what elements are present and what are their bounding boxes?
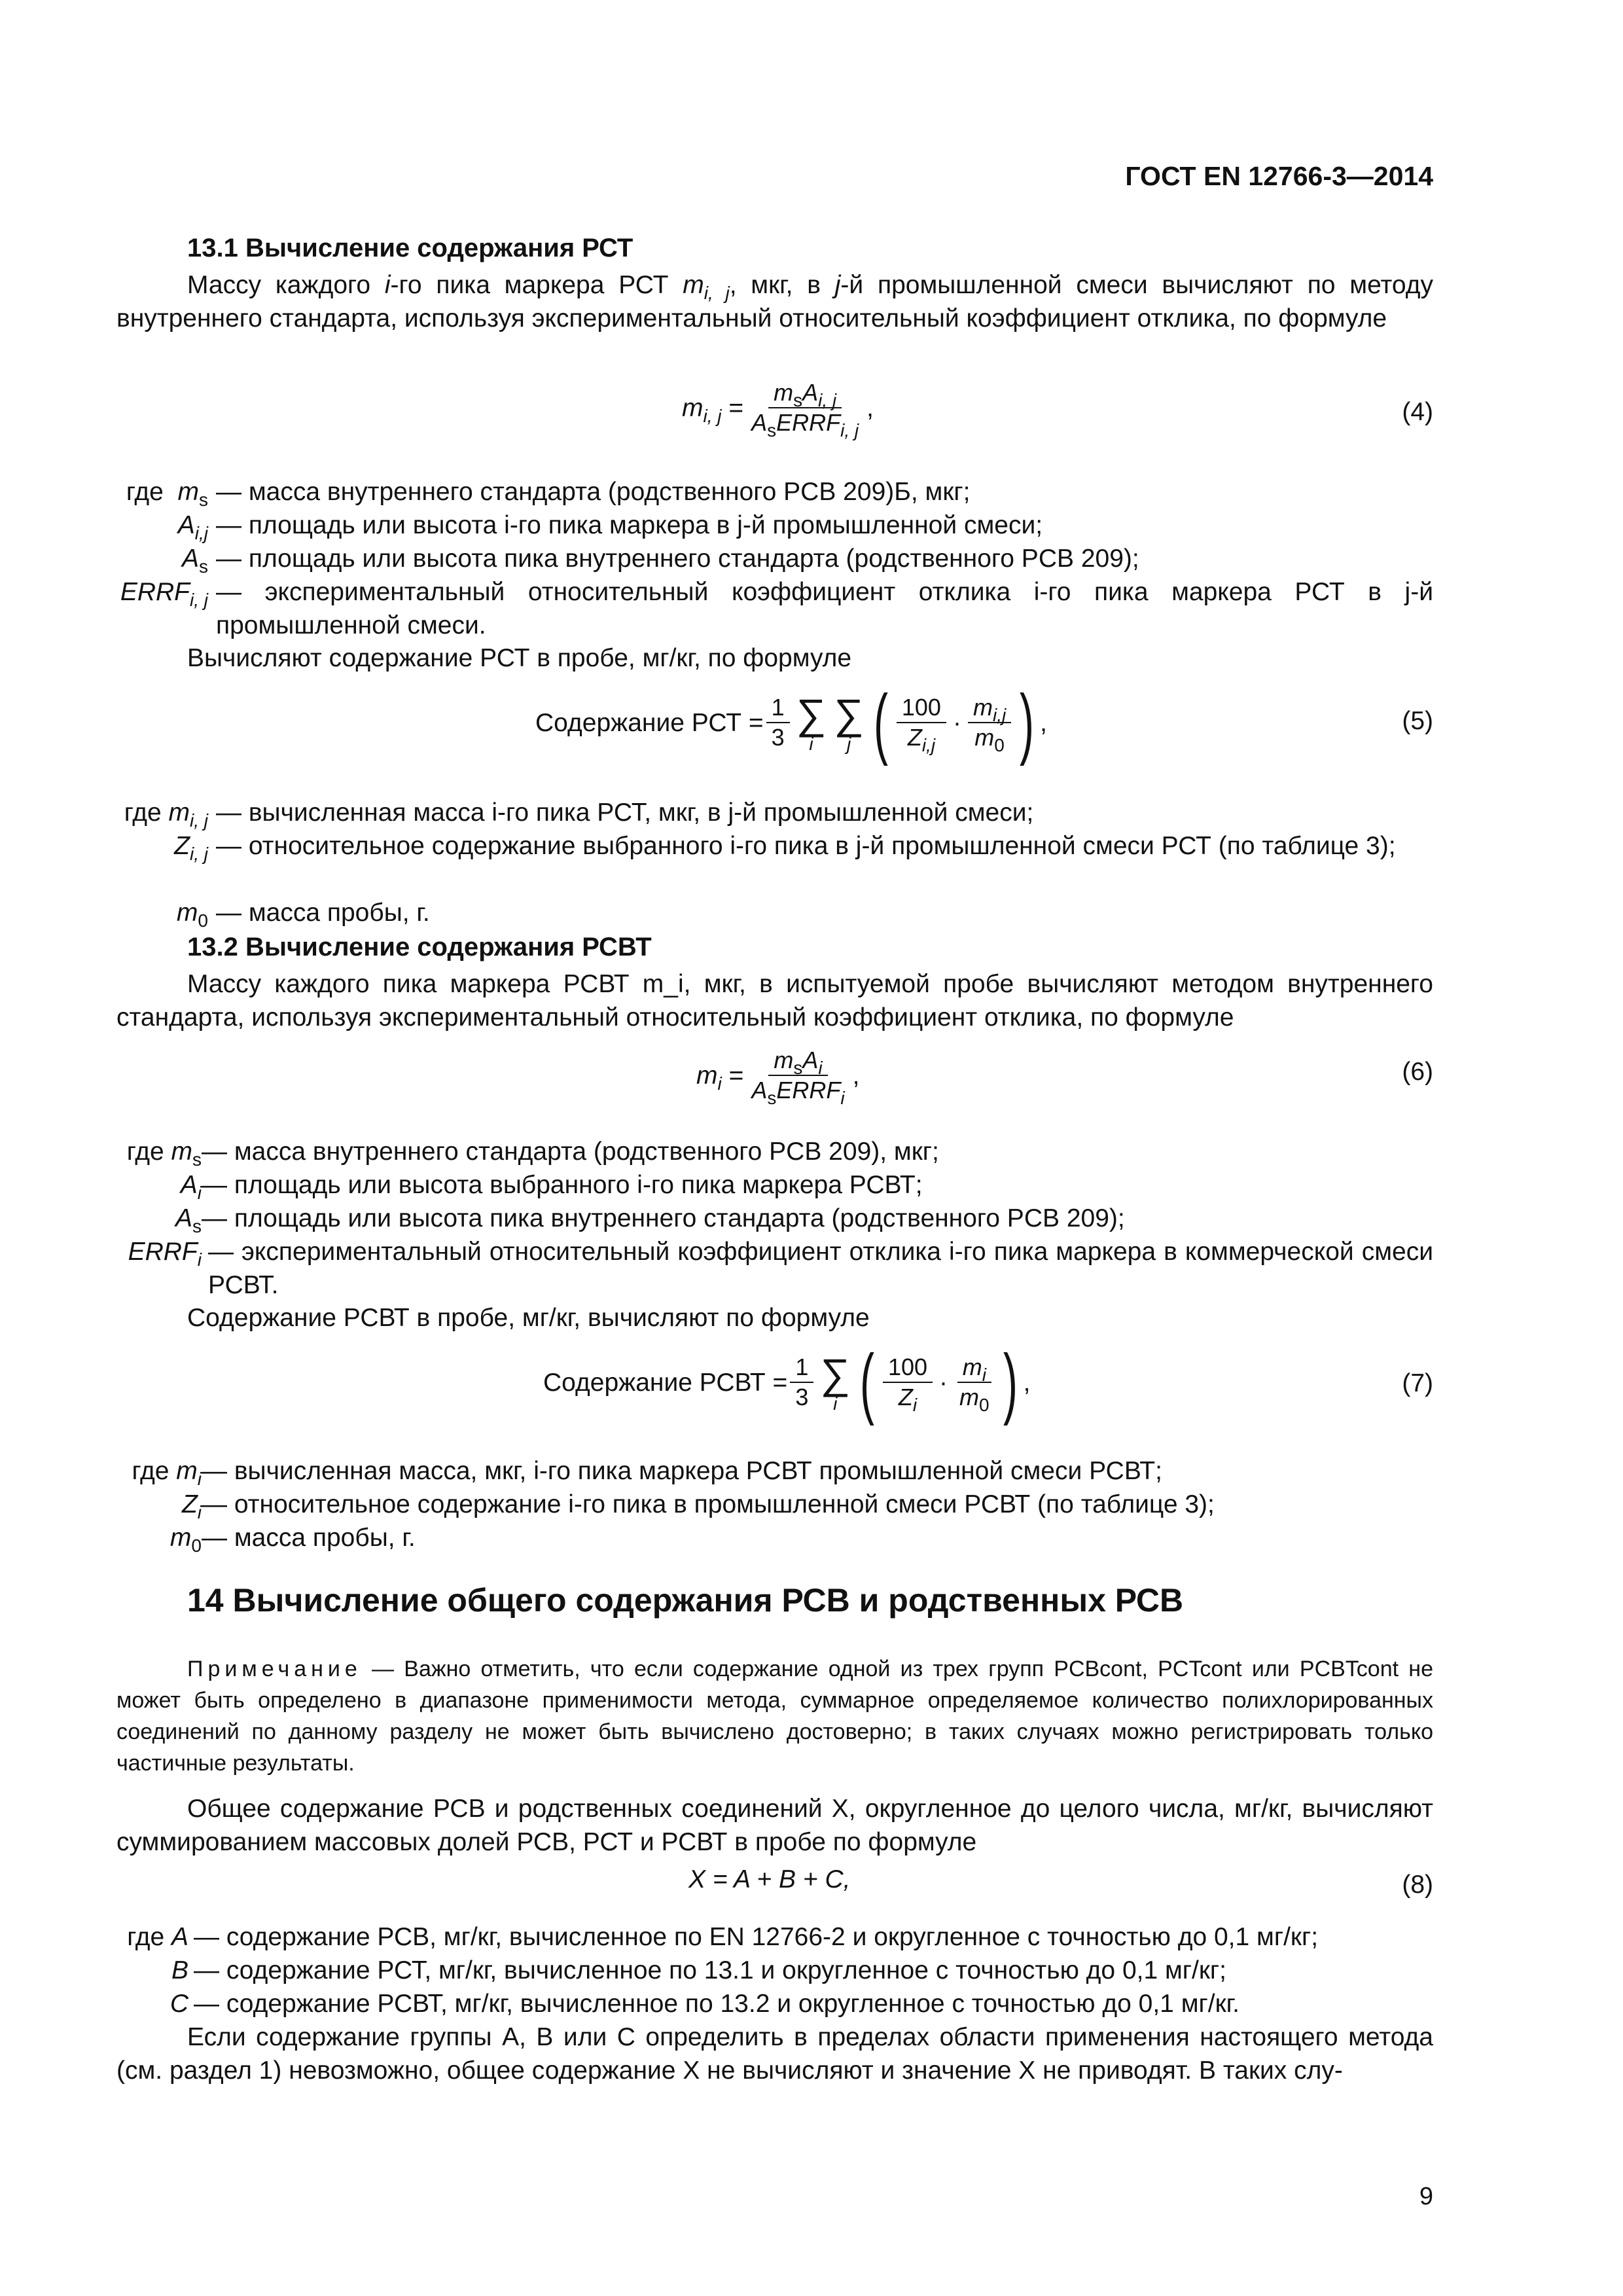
section-14-note: Примечание — Важно отметить, что если содержание одной из трех групп PCBcont, PCTcont или PCBTcont не может быть определено в диапазоне применимости метода, суммарное определяемое количество полихлорированных соединений по данному разделу не может быть вычислено достоверно; в таких случаях можно регистрировать только частичные результаты. xyxy=(116,1657,1433,1776)
section-13-2-calc-line: Содержание РСВТ в пробе, мг/кг, вычисляют по формуле xyxy=(187,1304,870,1332)
equation-8: X = A + B + C, xyxy=(688,1865,851,1893)
equation-7-number: (7) xyxy=(1402,1369,1433,1397)
section-14-paragraph-1: Общее содержание РСВ и родственных соединений X, округленное до целого числа, мг/кг, вычисляют суммированием массовых долей РСВ, РСТ и РСВТ в пробе по формуле xyxy=(116,1795,1433,1856)
section-14-paragraph-2: Если содержание группы A, B или C определить в пределах области применения настоящего метода (см. раздел 1) невозможно, общее содержание X не вычисляют и значение X не приводят. В таких слу- xyxy=(116,2023,1433,2085)
section-13-1-intro: Массу каждого i-го пика маркера РСТ $m_{i, j}$, мкг, в j-й промышленной смеси вычисляют по методу внутреннего стандарта, используя экспериментальный относительный коэффициент отклика, по формуле xyxy=(116,271,1433,332)
section-14-title: 14 Вычисление общего содержания РСВ и родственных РСВ xyxy=(187,1582,1184,1619)
equation-6-number: (6) xyxy=(1402,1058,1433,1086)
note-label: Примечание xyxy=(187,1657,362,1681)
equation-4: $m_{i, j}$ = $\frac{m_sA_{i, j}}{A_sERRF_{i, j}}$ , xyxy=(682,379,874,440)
equation-5: Содержание РСТ = $\frac{1}{3}$ ∑ i ∑ j ( $\frac{100}{Z_{i,j}}$ · $\frac{m_{i,j}}{m_0}$ ) , xyxy=(535,679,1048,766)
equation-5-number: (5) xyxy=(1402,707,1433,735)
standard-header: ГОСТ EN 12766-3—2014 xyxy=(1125,161,1433,191)
equation-4-number: (4) xyxy=(1402,398,1433,426)
section-13-2-intro: Массу каждого пика маркера РСВТ m_i, мкг, в испытуемой пробе вычисляют методом внутреннего стандарта, используя экспериментальный относительный коэффициент отклика, по формуле xyxy=(116,970,1433,1031)
document-page: ГОСТ EN 12766-3—2014 13.1 Вычисление содержания РСТ Массу каждого i-го пика маркера РСТ $m_{i, j}$, мкг, в j-й промышленной смеси вычисляют по методу внутреннего стандарта, используя экспериментальный относительный коэффициент отклика, по формуле $m_{i, j}$ = $\frac{m_sA_{i, j}}{A_sERRF_{i, j}}$ , (4) где $m_s$ — масса внутреннего стандарта (родственного PCB 209)Б, мкг; $A_{i,j}$ — площадь или высота i-го пика маркера в j-й промышленной смеси; $A_s$ — площадь или высота пика внутреннего стандарта (родственного PCB 209); $ERRF_{i, j}$ — экспериментальный относительный коэффициент отклика i-го пика маркера РСТ в j-й промышленной смеси. Вычисляют содержание РСТ в пробе, мг/кг, по формуле Содержание РСТ = $\frac{1}{3}$ ∑ i ∑ j ( $\frac{100}{Z_{i,j}}$ · $\frac{m_{i,j}}{m_0}$ ) , (5) где $m_{i, j}$ — вычисленная масса i-го пика РСТ, мкг, в j-й промышленной смеси; $Z_{i, j}$ — относительное содержание выбранного i-го пика в j-й промышленной смеси РСТ (по таблице 3); $m_0$ — масса пробы, г. 13.2 Вычисление содержания РСВТ Массу каждого пика маркера РСВТ m_i, мкг, в испытуемой пробе вычисляют методом внутреннего стандарта, используя экспериментальный относительный коэффициент отклика, по формуле $m_i$ = $\frac{m_sA_i}{A_sERRF_i}$ , (6) где $m_s$ — масса внутреннего стандарта (родственного PCB 209), мкг; $A_i$ — площадь или высота выбранного i-го пика маркера РСВТ; $A_s$ — площадь или высота пика внутреннего стандарта (родственного PCB 209); $ERRF_i$ — экспериментальный относительный коэффициент отклика i-го пика маркера в коммерческой смеси РСВТ. Содержание РСВТ в пробе, мг/кг, вычисляют по формуле Содержание РСВТ = $\frac{1}{3}$ ∑ i ( $\frac{100}{Z_i}$ · $\frac{m_i}{m_0}$ ) , (7) где $m_i$ — вычисленная масса, мкг, i-го пика маркера РСВТ промышленной смеси РСВТ; $Z_i$ — относительное содержание i-го пика в промышленной смеси РСВТ (по таблице 3); $m_0$ — масса пробы, г. 14 Вычисление общего содержания РСВ и родственных РСВ Примечание — Важно отметить, что если содержание одной из трех групп PCBcont, PCTcont или PCBTcont не может быть определено в диапазоне применимости метода, суммарное определяемое количество полихлорированных соединений по данному разделу не может быть вычислено достоверно; в таких случаях можно регистрировать только частичные результаты. Общее содержание РСВ и родственных соединений X, округленное до целого числа, мг/кг, вычисляют суммированием массовых долей РСВ, РСТ и РСВТ в пробе по формуле X = A + B + C, (8) где A — содержание РСВ, мг/кг, вычисленное по EN 12766-2 и округленное с точностью до 0,1 мг/кг; B — содержание РСТ, мг/кг, вычисленное по 13.1 и округленное с точностью до 0,1 мг/кг; C — содержание РСВТ, мг/кг, вычисленное по 13.2 и округленное с точностью до 0,1 мг/кг. Если содержание группы A, B или C определить в пределах области применения настоящего метода (см. раздел 1) невозможно, общее содержание X не вычисляют и значение X не приводят. В таких слу- 9 xyxy=(0,0,1623,2296)
equation-6: $m_i$ = $\frac{m_sA_i}{A_sERRF_i}$ , xyxy=(696,1047,860,1108)
section-13-2-title: 13.2 Вычисление содержания РСВТ xyxy=(187,933,652,961)
page-number: 9 xyxy=(1419,2183,1433,2210)
equation-7: Содержание РСВТ = $\frac{1}{3}$ ∑ i ( $\frac{100}{Z_i}$ · $\frac{m_i}{m_0}$ ) , xyxy=(543,1338,1031,1426)
section-13-1-title: 13.1 Вычисление содержания РСТ xyxy=(187,234,633,262)
section-13-1-calc-line: Вычисляют содержание РСТ в пробе, мг/кг, по формуле xyxy=(187,644,852,672)
equation-8-number: (8) xyxy=(1402,1871,1433,1899)
